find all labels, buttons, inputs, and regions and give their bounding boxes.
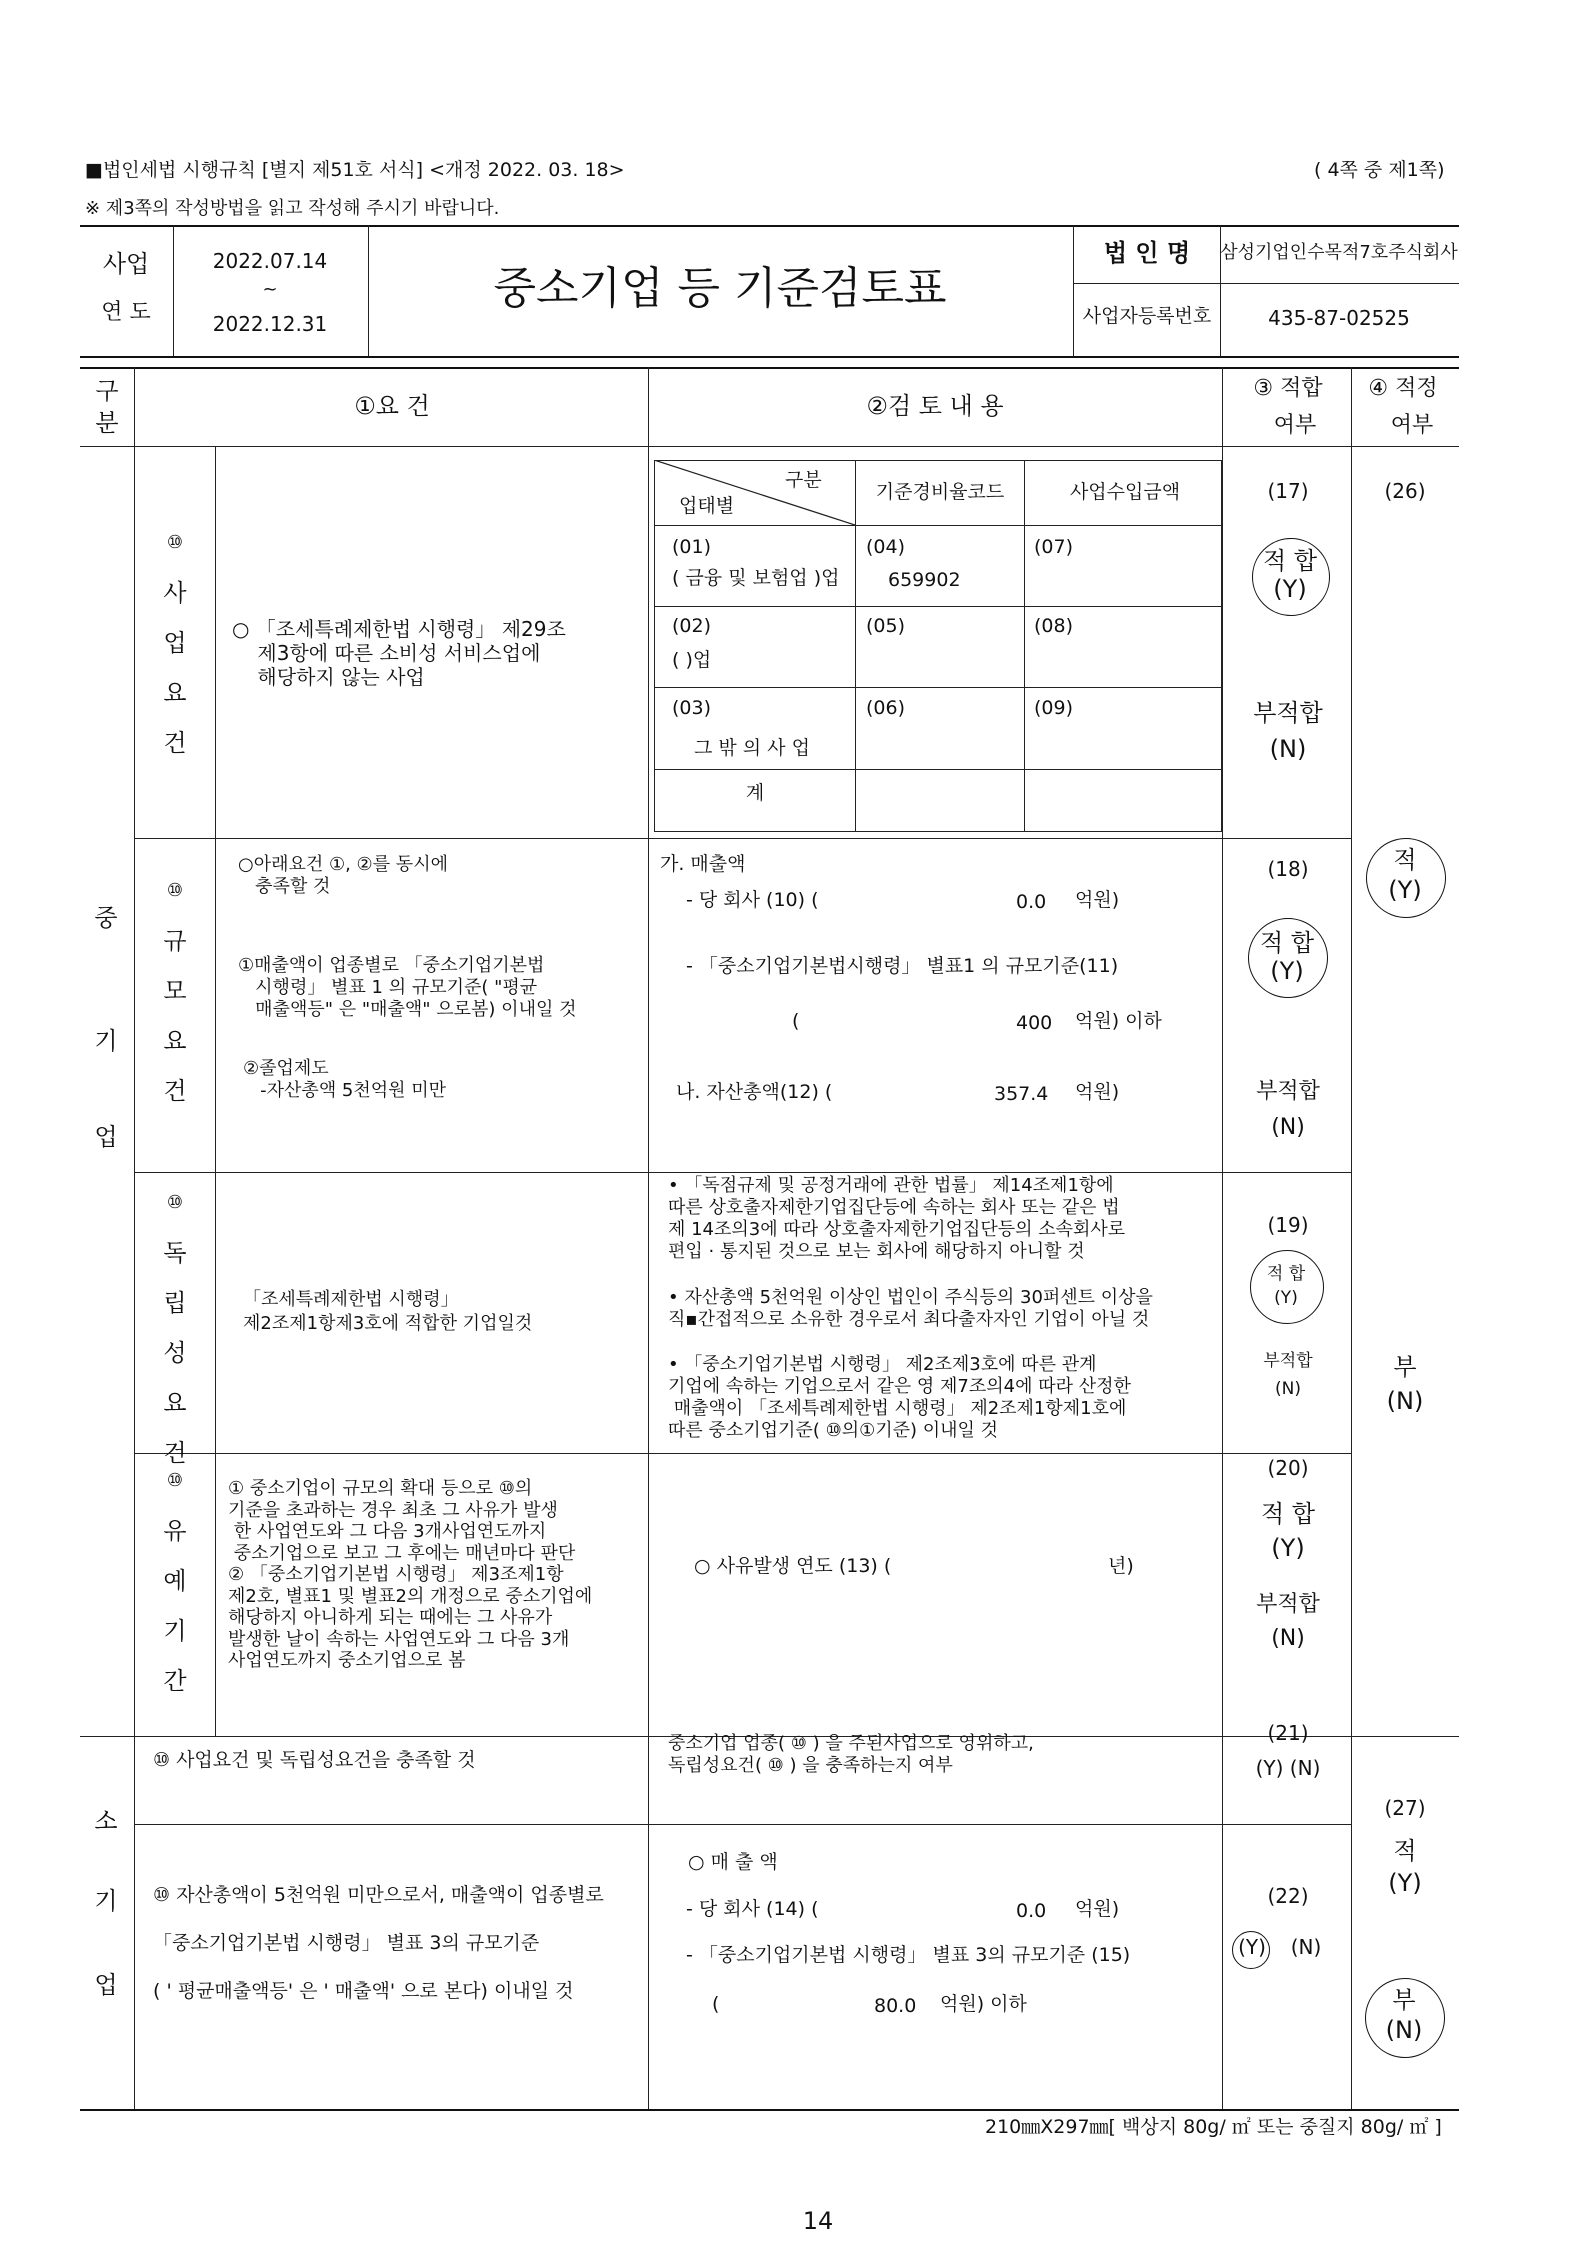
form-title: 중소기업 등 기준검토표 (493, 263, 947, 314)
s104-review: ○ 사유발생 연도 (13) ( (694, 1555, 892, 1577)
s102-req-1: ①매출액이 업종별로 「중소기업기본법 시행령」 별표 1 의 규모기준( "평균 매출액등" 은 "매출액" 으로봄) 이내일 것 (238, 955, 577, 1020)
row-03-industry: 그 밖 의 사 업 (694, 737, 810, 759)
s101-fit-no-opt: 부적합 (N) (1253, 699, 1323, 763)
s106-rv-1: ○ 매 출 액 (688, 1851, 778, 1873)
s102-proper: 적 (Y) (1388, 846, 1422, 904)
row-01: (01) (672, 536, 712, 558)
s102-req-2: ②졸업제도 -자산총액 5천억원 미만 (243, 1058, 447, 1101)
s102-rv-a1-unit: 억원) (1075, 889, 1120, 911)
biz-no: 435-87-02525 (1268, 306, 1410, 330)
s102-fit-no: (18) (1267, 857, 1309, 881)
s105-fit-no: (21) (1267, 1721, 1309, 1745)
sme-label-1: 중 (94, 904, 118, 932)
small-label-1: 소 (94, 1807, 118, 1835)
row-09: (09) (1034, 697, 1074, 719)
s103-proper: 부 (N) (1386, 1353, 1424, 1415)
s102-req-intro: ○아래요건 ①, ②를 동시에 충족할 것 (238, 854, 448, 897)
s104-fit-no-opt: 부적합 (N) (1256, 1592, 1320, 1651)
s103-fit-yes: 적 합 (Y) (1266, 1264, 1306, 1308)
s103-label: ⑩ 독 립 성 요 건 (163, 1192, 187, 1467)
s102-rv-a2: - 「중소기업기본법시행령」 별표1 의 규모기준(11) (686, 955, 1119, 977)
s106-rv-3: - 「중소기업기본법 시행령」 별표 3의 규모기준 (15) (686, 1944, 1131, 1966)
s106-rv-2: - 당 회사 (14) ( (686, 1898, 819, 1920)
col-proper: ④ 적정 (1368, 376, 1438, 401)
s103-requirement: 「조세특례제한법 시행령」 제2조제1항제3호에 적합한 기업일것 (243, 1289, 533, 1334)
s106-rv-4-open: ( (712, 1993, 720, 2015)
s102-rv-a2-value: 400 (1016, 1012, 1053, 1034)
col-fit-2: 여부 (1273, 413, 1317, 438)
s106-rv-2-value: 0.0 (1016, 1900, 1047, 1922)
s102-rv-a: 가. 매출액 (660, 853, 746, 875)
th-gubun: 구분 (785, 469, 822, 491)
form-reference: ■법인세법 시행규칙 [별지 제51호 서식] <개정 2022. 03. 18> (85, 159, 625, 181)
s103-fit-no-opt: 부적합 (N) (1263, 1351, 1313, 1399)
th-income: 사업수입금액 (1069, 481, 1181, 503)
date-from: 2022.07.14 (212, 249, 328, 273)
row-08: (08) (1034, 615, 1074, 637)
biz-no-label: 사업자등록번호 (1082, 305, 1212, 327)
year-label-2: 연 도 (101, 300, 151, 325)
s104-fit-yes: 적 합 (Y) (1261, 1500, 1315, 1562)
corp-name-label: 법 인 명 (1103, 239, 1191, 267)
s102-rv-b-unit: 억원) (1075, 1081, 1120, 1103)
s102-fit-yes: 적 합 (Y) (1260, 929, 1314, 985)
instruction-note: ※ 제3쪽의 작성방법을 읽고 작성해 주시기 바랍니다. (85, 198, 500, 219)
row-06: (06) (866, 697, 906, 719)
s106-rv-2-unit: 억원) (1075, 1898, 1120, 1920)
row-02: (02) (672, 615, 712, 637)
date-tilde: ~ (262, 279, 278, 300)
s105-requirement: ⑩ 사업요건 및 독립성요건을 충족할 것 (153, 1749, 476, 1771)
s103-rv-1: • 「독점규제 및 공정거래에 관한 법률」 제14조제1항에 따른 상호출자제한기업집단등에 속하는 회사 또는 같은 법 제 14조의3에 따라 상호출자제한기업집단등의 소속회사로 편입 · 통지된 것으로 보는 회사에 해당하지 아니할 것 (668, 1175, 1126, 1262)
s105-fit-yn: (Y) (N) (1255, 1756, 1321, 1780)
s106-rv-4-unit: 억원) 이하 (940, 1993, 1027, 2015)
s102-rv-a2-open: ( (792, 1010, 800, 1032)
main-table-top (80, 367, 1459, 369)
row-total: 계 (745, 782, 765, 804)
col-gubun: 구 (95, 377, 119, 405)
s101-label: ⑩ 사 업 요 건 (163, 532, 187, 757)
sme-label-2: 기 (94, 1027, 118, 1055)
col-review: ②검 토 내 용 (866, 392, 1004, 420)
corp-name: 삼성기업인수목적7호주식회사 (1220, 242, 1458, 263)
s102-rv-a2-unit: 억원) 이하 (1075, 1010, 1162, 1032)
s106-proper-no-opt: 부 (N) (1385, 1986, 1423, 2044)
s101-fit-yes: 적 합 (Y) (1263, 547, 1317, 603)
row-01-industry: ( 금융 및 보험업 )업 (672, 567, 840, 589)
th-code: 기준경비율코드 (875, 481, 1005, 503)
s101-requirement: ○ 「조세특례제한법 시행령」 제29조 제3항에 따른 소비성 서비스업에 해당하지 않는 사업 (232, 617, 566, 689)
s101-proper-no: (26) (1384, 479, 1426, 503)
year-label: 사업 (102, 250, 150, 278)
row-03: (03) (672, 697, 712, 719)
row-04: (04) (866, 536, 906, 558)
row-07: (07) (1034, 536, 1074, 558)
s102-rv-a1: - 당 회사 (10) ( (686, 889, 819, 911)
date-to: 2022.12.31 (212, 312, 328, 336)
small-label-2: 기 (94, 1887, 118, 1915)
s105-review: 중소기업 업종( ⑩ ) 을 주된사업으로 영위하고, 독립성요건( ⑩ ) 을 충족하는지 여부 (668, 1733, 1034, 1776)
row-04-code: 659902 (888, 569, 961, 591)
s103-rv-2: • 자산총액 5천억원 이상인 법인이 주식등의 30퍼센트 이상을 직▪간접적으로 소유한 경우로서 최다출자자인 기업이 아닐 것 (668, 1287, 1153, 1330)
s102-rv-b: 나. 자산총액(12) ( (676, 1081, 833, 1103)
s102-fit-no-opt: 부적합 (N) (1256, 1079, 1320, 1140)
col-gubun-2: 분 (95, 409, 119, 437)
col-proper-2: 여부 (1390, 413, 1434, 438)
s106-proper-yes: 적 (Y) (1388, 1837, 1422, 1897)
th-industry: 업태별 (679, 495, 735, 517)
s104-review-unit: 년) (1108, 1555, 1134, 1577)
small-label-3: 업 (94, 1971, 118, 1999)
page-number: 14 (802, 2207, 834, 2235)
col-fit: ③ 적합 (1253, 376, 1323, 401)
s106-req-2: 「중소기업기본법 시행령」 별표 3의 규모기준 (153, 1932, 540, 1954)
s104-label: ⑩ 유 예 기 간 (163, 1470, 187, 1695)
sme-label-3: 업 (94, 1123, 118, 1151)
s106-proper-no: (27) (1384, 1796, 1426, 1820)
s104-requirement: ① 중소기업이 규모의 확대 등으로 ⑩의 기준을 초과하는 경우 최초 그 사유가 발생 한 사업연도와 그 다음 3개사업연도까지 중소기업으로 보고 그 후에는 매년마다 판단 ② 「중소기업기본법 시행령」 제3조제1항 제2호, 별표1 및 별표2의 개정으로 중소기업에 해당하지 아니하게 되는 때에는 그 사유가 발생한 날이 속하는 사업연도와 그 다음 3개 사업연도까지 중소기업으로 봄 (228, 1478, 593, 1671)
page-count: ( 4쪽 중 제1쪽) (1314, 159, 1445, 181)
s106-fit-n: (N) (1290, 1935, 1322, 1959)
s106-fit-y: (Y) (1238, 1935, 1266, 1959)
s104-fit-no: (20) (1267, 1456, 1309, 1480)
s106-fit-no: (22) (1267, 1884, 1309, 1908)
s102-label: ⑩ 규 모 요 건 (163, 880, 187, 1105)
s103-fit-no: (19) (1267, 1213, 1309, 1237)
row-02-industry: ( )업 (672, 649, 712, 671)
s102-rv-a1-value: 0.0 (1016, 891, 1047, 913)
s106-req-1: ⑩ 자산총액이 5천억원 미만으로서, 매출액이 업종별로 (153, 1884, 604, 1906)
paper-spec: 210㎜X297㎜[ 백상지 80g/ ㎡ 또는 중질지 80g/ ㎡ ] (985, 2116, 1442, 2138)
s101-fit-no: (17) (1267, 479, 1309, 503)
s102-rv-b-value: 357.4 (994, 1083, 1049, 1105)
s106-req-3: ( ' 평균매출액등' 은 ' 매출액' 으로 본다) 이내일 것 (153, 1980, 574, 2002)
s103-rv-3: • 「중소기업기본법 시행령」 제2조제3호에 따른 관계 기업에 속하는 기업으로서 같은 영 제7조의4에 따라 산정한 매출액이 「조세특례제한법 시행령」 제2조제1항제1호에 따른 중소기업기준( ⑩의①기준) 이내일 것 (668, 1354, 1131, 1441)
row-05: (05) (866, 615, 906, 637)
s106-rv-4-value: 80.0 (874, 1995, 917, 2017)
col-requirement: ①요 건 (354, 392, 430, 420)
